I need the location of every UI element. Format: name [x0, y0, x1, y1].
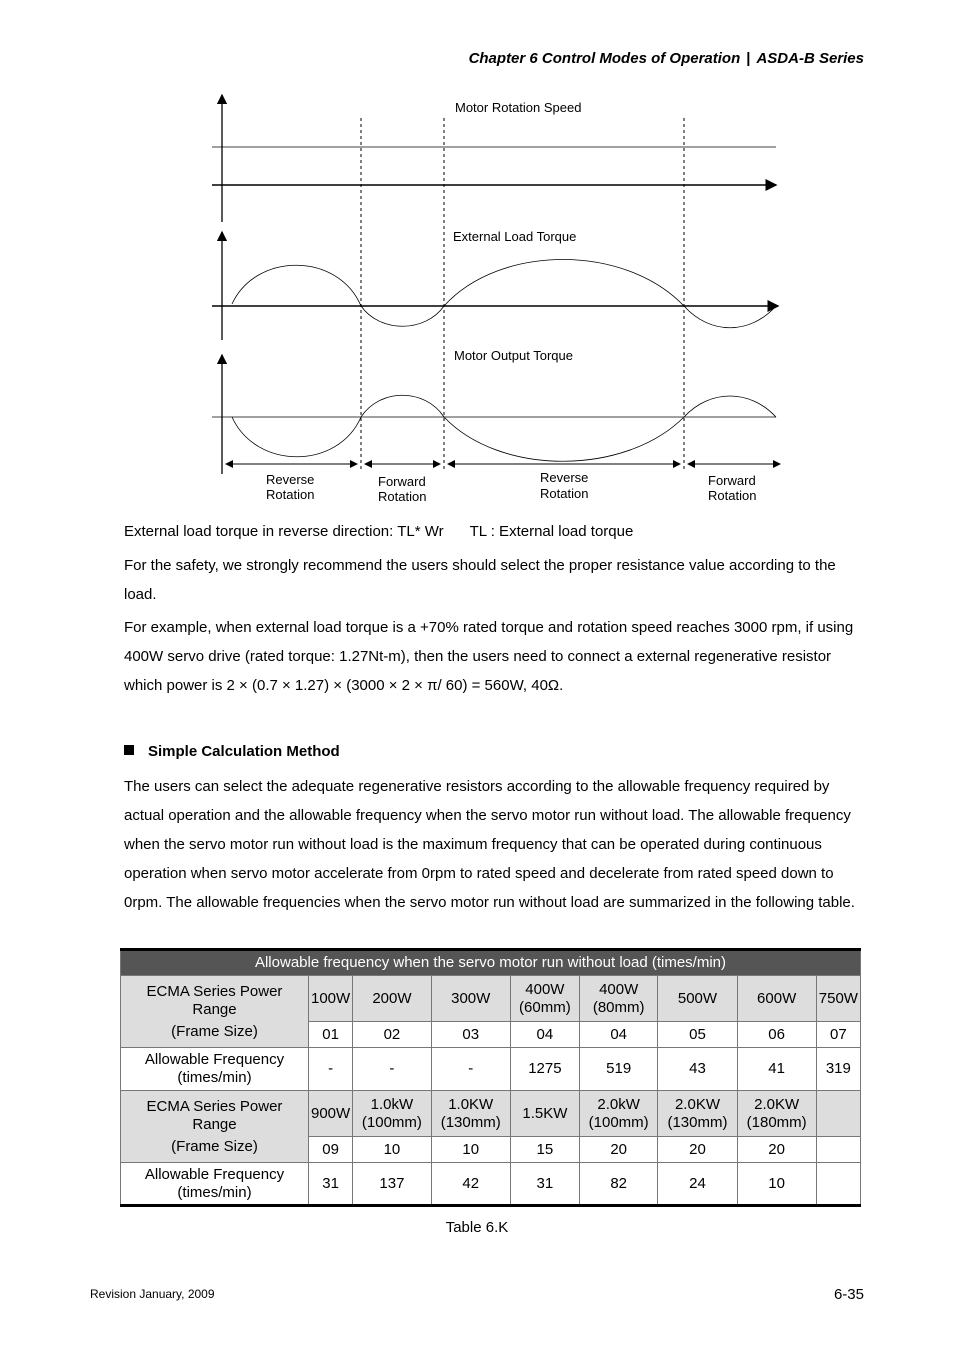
region-3-line1: Reverse — [540, 470, 589, 485]
freq-cell: 10 — [737, 1163, 816, 1206]
footer-revision: Revision January, 2009 — [90, 1287, 215, 1301]
label-external-load: External Load Torque — [453, 229, 577, 244]
freq-cell: 42 — [431, 1163, 510, 1206]
freq-cell: 1275 — [510, 1048, 579, 1091]
paragraph-safety: For the safety, we strongly recommend the users should select the proper resistance value according to the load. — [124, 557, 836, 603]
freq-cell: 31 — [309, 1163, 353, 1206]
torque-diagram — [0, 0, 954, 520]
freq-cell: 31 — [510, 1163, 579, 1206]
frame-cell: 02 — [353, 1022, 431, 1048]
frame-cell — [816, 1137, 860, 1163]
freq-cell: - — [431, 1048, 510, 1091]
region-4-line2: Rotation — [708, 488, 757, 503]
frame-cell: 06 — [737, 1022, 816, 1048]
paragraph-calculation: The users can select the adequate regenerative resistors according to the allowable frequency required by actual operation and the allowable frequency when the servo motor run without load. The allowable frequency when the servo motor run without load is the maximum frequency that can be operated during continuous operation when servo motor accelerate from 0rpm to rated speed and decelerate from rated speed down to 0rpm. The allowable frequencies when the servo motor run without load are summarized in the following table. — [124, 778, 855, 911]
power-cell: 2.0KW (130mm) — [658, 1091, 737, 1137]
power-cell: 600W — [737, 976, 816, 1022]
frame-cell: 10 — [353, 1137, 431, 1163]
power-cell: 100W — [309, 976, 353, 1022]
load-torque-formula: External load torque in reverse direction: TL* Wr — [124, 523, 444, 540]
row-label-power-2: ECMA Series Power Range (Frame Size) — [121, 1091, 309, 1163]
frame-cell: 15 — [510, 1137, 579, 1163]
bullet-icon — [124, 745, 134, 755]
paragraph-example: For example, when external load torque is a +70% rated torque and rotation speed reaches 3000 rpm, if using 400W servo drive (rated torque: 1.27Nt-m), then the users need to connect a external regenerative resistor which power is 2 × (0.7 × 1.27) × (3000 × 2 × π/ 60) = 560W, 40Ω. — [124, 619, 854, 694]
frame-cell: 09 — [309, 1137, 353, 1163]
row-label-freq-2: Allowable Frequency (times/min) — [121, 1163, 309, 1206]
power-cell: 1.0kW (100mm) — [353, 1091, 431, 1137]
freq-cell: - — [353, 1048, 431, 1091]
power-cell — [816, 1091, 860, 1137]
freq-cell: 519 — [579, 1048, 657, 1091]
chapter-title: Chapter 6 Control Modes of Operation — [468, 50, 741, 67]
row-label-freq-1: Allowable Frequency (times/min) — [121, 1048, 309, 1091]
frame-cell: 01 — [309, 1022, 353, 1048]
frame-cell: 05 — [658, 1022, 737, 1048]
footer-page-number: 6-35 — [833, 1286, 864, 1303]
region-1-line2: Rotation — [266, 487, 315, 502]
frame-cell: 07 — [816, 1022, 860, 1048]
power-cell: 900W — [309, 1091, 353, 1137]
freq-cell: 137 — [353, 1163, 431, 1206]
series-title: ASDA-B Series — [756, 50, 864, 67]
region-2-line1: Forward — [378, 474, 426, 489]
power-cell: 2.0KW (180mm) — [737, 1091, 816, 1137]
section-title-text: Simple Calculation Method — [148, 743, 340, 760]
frame-cell: 10 — [431, 1137, 510, 1163]
freq-cell: 43 — [658, 1048, 737, 1091]
frame-cell: 20 — [658, 1137, 737, 1163]
region-3-line2: Rotation — [540, 486, 589, 501]
freq-cell — [816, 1163, 860, 1206]
frame-cell: 20 — [737, 1137, 816, 1163]
freq-cell: 24 — [658, 1163, 737, 1206]
power-cell: 400W (80mm) — [579, 976, 657, 1022]
power-cell: 400W (60mm) — [510, 976, 579, 1022]
region-2-line2: Rotation — [378, 489, 427, 504]
frame-cell: 03 — [431, 1022, 510, 1048]
output-curve — [232, 395, 776, 461]
power-cell: 2.0kW (100mm) — [579, 1091, 657, 1137]
power-cell: 300W — [431, 976, 510, 1022]
frequency-table — [120, 948, 861, 1207]
region-1-line1: Reverse — [266, 472, 315, 487]
paragraph-load-torque — [124, 517, 869, 546]
power-cell: 500W — [658, 976, 737, 1022]
freq-cell: 41 — [737, 1048, 816, 1091]
frame-cell: 04 — [510, 1022, 579, 1048]
freq-cell: 82 — [579, 1163, 657, 1206]
row-label-power-1: ECMA Series Power Range (Frame Size) — [121, 976, 309, 1048]
freq-cell: - — [309, 1048, 353, 1091]
power-cell: 1.5KW — [510, 1091, 579, 1137]
power-cell: 750W — [816, 976, 860, 1022]
frame-cell: 20 — [579, 1137, 657, 1163]
load-torque-definition: TL : External load torque — [469, 523, 634, 540]
load-curve — [232, 260, 776, 328]
power-cell: 200W — [353, 976, 431, 1022]
table-caption: Table 6.K — [445, 1219, 509, 1236]
header-separator: | — [746, 50, 751, 67]
frame-cell: 04 — [579, 1022, 657, 1048]
freq-cell: 319 — [816, 1048, 860, 1091]
region-4-line1: Forward — [708, 473, 756, 488]
section-title — [124, 743, 340, 760]
table-caption-header: Allowable frequency when the servo motor run without load (times/min) — [121, 950, 861, 976]
label-motor-output: Motor Output Torque — [454, 348, 573, 363]
power-cell: 1.0KW (130mm) — [431, 1091, 510, 1137]
label-motor-speed: Motor Rotation Speed — [455, 100, 582, 115]
